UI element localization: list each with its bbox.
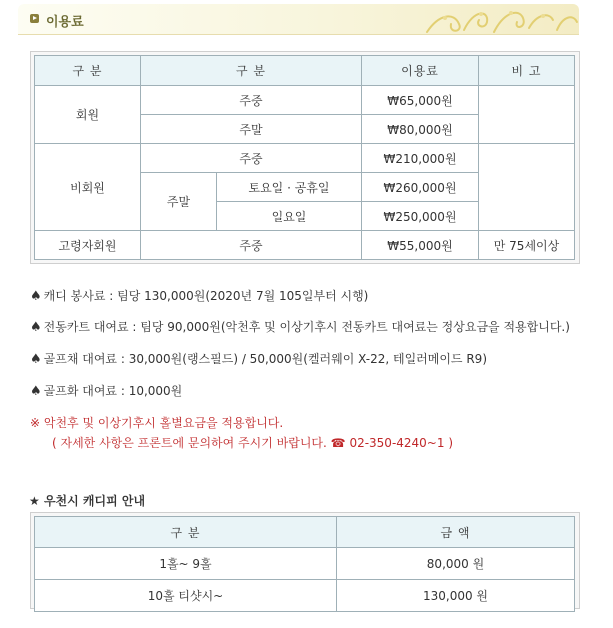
fee-table-frame xyxy=(30,51,580,264)
nonmember-weekday: 주중 xyxy=(141,144,362,173)
nonmember-sunday: 일요일 xyxy=(217,202,362,231)
nonmember-note xyxy=(479,144,575,231)
nonmember-sunday-fee: ₩250,000원 xyxy=(362,202,479,231)
note-shoes-fee: ♠ 골프화 대여료 : 10,000원 xyxy=(30,384,183,399)
section-header xyxy=(18,4,579,35)
table-row xyxy=(35,144,575,173)
senior-label: 고령자회원 xyxy=(35,231,141,260)
nonmember-label: 비회원 xyxy=(35,144,141,231)
spade-bullet-icon: ♠ xyxy=(30,320,42,335)
column-header: 구 분 xyxy=(141,56,362,86)
nonmember-weekend: 주말 xyxy=(141,173,217,231)
table-row xyxy=(35,548,575,580)
table-header-row xyxy=(35,56,575,86)
member-weekend-fee: ₩80,000원 xyxy=(362,115,479,144)
table-row xyxy=(35,580,575,612)
spade-bullet-icon: ♠ xyxy=(30,289,42,304)
row-label: 1홀~ 9홀 xyxy=(35,548,337,580)
table-row xyxy=(35,231,575,260)
row-amount: 130,000 원 xyxy=(337,580,575,612)
member-note xyxy=(479,86,575,144)
column-header: 구 분 xyxy=(35,56,141,86)
row-label: 10홀 티샷시~ xyxy=(35,580,337,612)
phone-number: 02-350-4240~1 ) xyxy=(349,436,453,450)
column-header: 금 액 xyxy=(337,517,575,548)
column-header: 비 고 xyxy=(479,56,575,86)
rain-caddie-table xyxy=(34,516,575,612)
table-header-row xyxy=(35,517,575,548)
weather-warning: ※ 악천후 및 이상기후시 홀별요금을 적용합니다. xyxy=(30,416,284,430)
member-label: 회원 xyxy=(35,86,141,144)
star-icon: ★ xyxy=(29,494,40,508)
nonmember-sat-holiday: 토요일 · 공휴일 xyxy=(217,173,362,202)
member-weekday-fee: ₩65,000원 xyxy=(362,86,479,115)
senior-note: 만 75세이상 xyxy=(479,231,575,260)
nonmember-weekday-fee: ₩210,000원 xyxy=(362,144,479,173)
play-bullet-icon xyxy=(30,14,39,23)
ornament-icon xyxy=(419,4,579,34)
column-header: 이용료 xyxy=(362,56,479,86)
member-weekend: 주말 xyxy=(141,115,362,144)
note-club-fee: ♠ 골프채 대여료 : 30,000원(랭스필드) / 50,000원(켈러웨이 X-22, 테일러메이드 R9) xyxy=(30,352,487,367)
row-amount: 80,000 원 xyxy=(337,548,575,580)
inquiry-note: ( 자세한 사항은 프론트에 문의하여 주시기 바랍니다. ☎ 02-350-4240~1 ) xyxy=(52,436,453,450)
note-caddie-fee: ♠ 캐디 봉사료 : 팀당 130,000원(2020년 7월 105일부터 시행) xyxy=(30,289,369,304)
rain-caddie-table-frame xyxy=(30,512,580,609)
column-header: 구 분 xyxy=(35,517,337,548)
member-weekday: 주중 xyxy=(141,86,362,115)
phone-icon: ☎ xyxy=(330,436,346,450)
nonmember-sat-holiday-fee: ₩260,000원 xyxy=(362,173,479,202)
fee-table xyxy=(34,55,575,260)
spade-bullet-icon: ♠ xyxy=(30,352,42,367)
senior-fee: ₩55,000원 xyxy=(362,231,479,260)
senior-weekday: 주중 xyxy=(141,231,362,260)
rain-caddie-title: ★ 우천시 캐디피 안내 xyxy=(29,494,146,508)
spade-bullet-icon: ♠ xyxy=(30,384,42,399)
table-row xyxy=(35,86,575,115)
note-cart-fee: ♠ 전동카트 대여료 : 팀당 90,000원(악천후 및 이상기후시 전동카트 대여료는 정상요금을 적용합니다.) xyxy=(30,320,570,335)
section-title: 이용료 xyxy=(46,15,84,30)
